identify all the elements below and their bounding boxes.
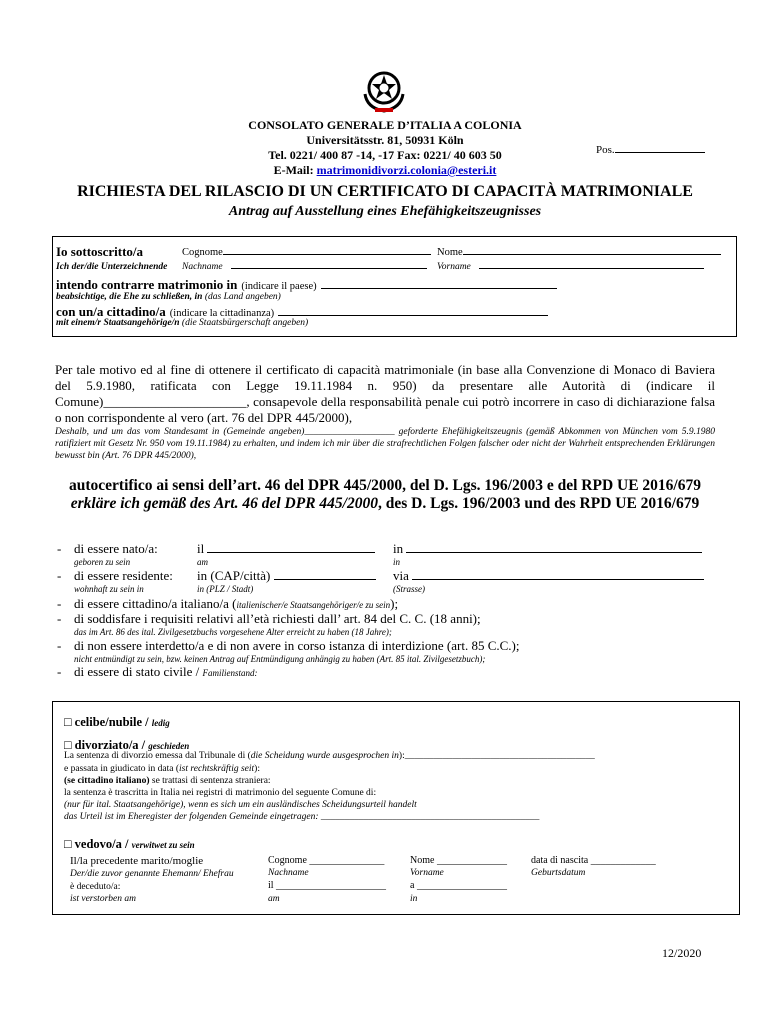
divorziato-option[interactable]: □ divorziato/a / geschieden	[64, 738, 190, 752]
prec-cognome-field[interactable]: Cognome _______________	[268, 855, 385, 866]
stato-civile-line: di essere di stato civile / Familienstand:	[74, 664, 258, 679]
cognome-label: Cognome	[182, 247, 431, 258]
prec-nascita-field[interactable]: data di nascita _____________	[531, 855, 656, 866]
consulate-address: Universitätsstr. 81, 50931 Köln	[306, 133, 464, 147]
nascita-luogo-field[interactable]	[406, 552, 702, 553]
nato-il: il	[197, 541, 375, 557]
nascita-data-field[interactable]	[207, 552, 375, 553]
paese-field[interactable]	[321, 288, 557, 289]
cittadino-line: di essere cittadino/a italiano/a (italienischer/e Staatsangehöriger/e zu sein);	[74, 596, 399, 611]
document-subtitle: Antrag auf Ausstellung eines Ehefähigkeitszeugnisses	[228, 204, 542, 219]
prec-nome-field[interactable]: Nome ______________	[410, 855, 507, 866]
pos-field[interactable]	[615, 152, 705, 153]
precedente-label: Il/la precedente marito/moglie	[70, 855, 204, 867]
form-version-date: 12/2020	[662, 946, 702, 960]
consulate-name: CONSOLATO GENERALE D’ITALIA A COLONIA	[248, 118, 522, 132]
document-title: RICHIESTA DEL RILASCIO DI UN CERTIFICATO DI CAPACITÀ MATRIMONIALE	[77, 183, 693, 200]
divorzio-cittadino: (se cittadino italiano) se trattasi di sentenza straniera:	[64, 776, 271, 786]
autocertifico-de: erkläre ich gemäß des Art. 46 del DPR 445/2000, des D. Lgs. 196/2003 und des RPD UE 2016/679	[70, 495, 700, 512]
nato-de: geboren zu sein	[74, 557, 131, 567]
intendo-de: beabsichtige, die Ehe zu schließen, in (das Land angeben)	[56, 292, 281, 302]
nato-label: di essere nato/a:	[74, 541, 158, 556]
divorzio-giudicato: e passata in giudicato in data (ist rechtskräftig seit):	[64, 764, 260, 774]
io-sottoscritto-label: Io sottoscritto/a	[56, 244, 144, 259]
paragraph-de: Deshalb, und um das vom Standesamt in (Gemeinde angeben)___________________ geforderte Ehefähigkeitszeugnis (gemäß Abkommen von München vom 5.9.1980 ratifiziert mit Gesetz Nr. 950 vom 19.11.1984) zu erhalten, und indem ich mir über die strafrechtlichen Folgen falscher oder nicht der Wahrheit entsprechenden Erklärungen bewusst bin (Art. 76 DPR 445/2000),	[55, 427, 715, 461]
paragraph-it: Per tale motivo ed al fine di ottenere il certificato di capacità matrimoniale (in base alla Convenzione di Monaco di Baviera del 5.9.1980, ratificata con Legge 19.11.1984 n. 950) da presentare alle Autorità di (indicare il Comune)______________________, consapevole della responsabilità penale cui potrò incorrere in caso di dichiarazione falsa o non corrispondente al vero (art. 76 del DPR 445/2000),	[55, 362, 715, 425]
nome-label: Nome	[437, 247, 721, 258]
decesso-data-field[interactable]: il ______________________	[268, 880, 387, 891]
consulate-email: E-Mail: matrimonidivorzi.colonia@esteri.it	[273, 163, 497, 177]
cognome-field[interactable]	[223, 254, 431, 255]
cap-field[interactable]	[274, 579, 376, 580]
requisiti-de: das im Art. 86 des ital. Zivilgesetzbuchs vorgesehene Alter erreicht zu haben (18 Jahre);	[74, 627, 392, 637]
protocol-position: Pos.	[596, 144, 705, 156]
divorzio-tribunale: La sentenza di divorzio emessa dal Tribunale di (die Scheidung wurde ausgesprochen in):________________________________________	[64, 751, 595, 761]
via-field[interactable]	[412, 579, 704, 580]
residente-cap: in (CAP/città)	[197, 568, 376, 584]
precedente-de: Der/die zuvor genannte Ehemann/ Ehefrau	[70, 869, 234, 879]
residente-label: di essere residente:	[74, 568, 173, 583]
io-sottoscritto-de: Ich der/die Unterzeichnende	[56, 262, 168, 272]
divorzio-de1: (nur für ital. Staatsangehörige), wenn es sich um ein ausländisches Scheidungsurteil handelt	[64, 800, 417, 810]
nato-in: in	[393, 541, 702, 557]
vedovo-option[interactable]: □ vedovo/a / verwitwet zu sein	[64, 837, 195, 851]
residente-de: wohnhaft zu sein in	[74, 584, 144, 594]
con-un-de: mit einem/r Staatsangehörige/n (die Staatsbürgerschaft angeben)	[56, 318, 309, 328]
cognome-de: Nachname	[182, 262, 427, 272]
interdetto-de: nicht entmündigt zu sein, bzw. keinen Antrag auf Entmündigung anhängig zu haben (Art. 85 ital. Zivilgesetzbuch);	[74, 654, 486, 664]
nome-field[interactable]	[463, 254, 721, 255]
intendo-row: intendo contrarre matrimonio in (indicare il paese)	[56, 276, 557, 294]
decesso-luogo-field[interactable]: a __________________	[410, 880, 507, 891]
deceduto-label: è deceduto/a:	[70, 882, 121, 892]
italian-republic-emblem-icon	[361, 64, 407, 114]
residente-via: via	[393, 568, 704, 584]
divorzio-trascritta: la sentenza è trascritta in Italia nei registri di matrimonio del seguente Comune di:	[64, 788, 377, 798]
autocertifico-it: autocertifico ai sensi dell’art. 46 del DPR 445/2000, del D. Lgs. 196/2003 e del RPD UE 2016/679	[68, 477, 701, 494]
requisiti-line: di soddisfare i requisiti relativi all’età richiesti dall’ art. 84 del C. C. (18 anni);	[74, 611, 481, 626]
nome-de: Vorname	[437, 262, 704, 272]
divorzio-de2: das Urteil ist im Eheregister der folgenden Gemeinde eingetragen: ______________________________________________	[64, 812, 540, 822]
deceduto-de: ist verstorben am	[70, 894, 136, 904]
cittadinanza-field[interactable]	[278, 315, 548, 316]
consulate-phone: Tel. 0221/ 400 87 -14, -17 Fax: 0221/ 40 603 50	[268, 148, 502, 162]
celibe-option[interactable]: □ celibe/nubile / ledig	[64, 715, 170, 729]
interdetto-line: di non essere interdetto/a e di non avere in corso istanza di interdizione (art. 85 C.C.);	[74, 638, 520, 653]
email-link[interactable]: matrimonidivorzi.colonia@esteri.it	[316, 163, 497, 177]
con-un-row: con un/a cittadino/a (indicare la cittadinanza)	[56, 303, 548, 321]
